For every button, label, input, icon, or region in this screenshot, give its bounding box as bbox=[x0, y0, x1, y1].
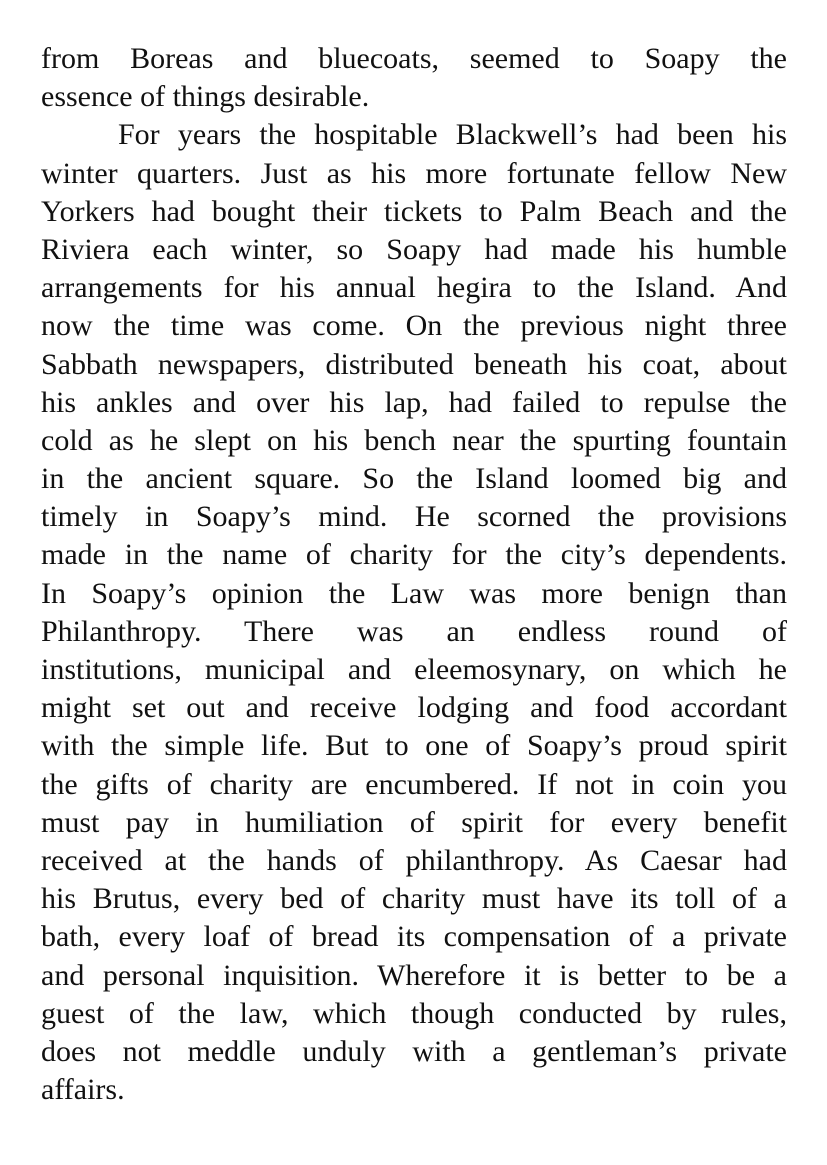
text-line: bath, every loaf of bread its compensation of a private bbox=[41, 920, 787, 954]
text-line: institutions, municipal and eleemosynary, on which he bbox=[41, 653, 787, 686]
text-line: must pay in humiliation of spirit for every benefit bbox=[41, 805, 787, 839]
text-line: and personal inquisition. Wherefore it is better to be a bbox=[41, 958, 787, 992]
text-line: does not meddle unduly with a gentleman’s private bbox=[41, 1034, 787, 1068]
text-line: guest of the law, which though conducted by rules, bbox=[41, 996, 787, 1030]
text-line: winter quarters. Just as his more fortunate fellow New bbox=[41, 156, 787, 190]
document-page bbox=[41, 40, 787, 1109]
text-line: made in the name of charity for the city’s dependents. bbox=[41, 538, 787, 572]
text-line: Yorkers had bought their tickets to Palm Beach and the bbox=[41, 194, 787, 228]
text-line: arrangements for his annual hegira to the Island. And bbox=[41, 271, 787, 305]
text-line: in the ancient square. So the Island loomed big and bbox=[41, 462, 787, 496]
text-line: cold as he slept on his bench near the spurting fountain bbox=[41, 423, 787, 457]
text-line: the gifts of charity are encumbered. If not in coin you bbox=[41, 767, 787, 801]
text-line: his ankles and over his lap, had failed to repulse the bbox=[41, 385, 787, 419]
text-line: In Soapy’s opinion the Law was more benign than bbox=[41, 576, 787, 610]
text-line: Riviera each winter, so Soapy had made his humble bbox=[41, 232, 787, 266]
text-line: received at the hands of philanthropy. As Caesar had bbox=[41, 843, 787, 877]
text-line: his Brutus, every bed of charity must have its toll of a bbox=[41, 882, 787, 916]
paragraph-1 bbox=[41, 40, 787, 116]
text-line: now the time was come. On the previous night three bbox=[41, 309, 787, 343]
text-line: timely in Soapy’s mind. He scorned the provisions bbox=[41, 500, 787, 534]
text-line: Sabbath newspapers, distributed beneath his coat, about bbox=[41, 347, 787, 381]
text-line: essence of things desirable. bbox=[41, 80, 370, 114]
text-line: might set out and receive lodging and food accordant bbox=[41, 691, 787, 725]
paragraph-2 bbox=[41, 116, 787, 1109]
text-line: with the simple life. But to one of Soapy’s proud spirit bbox=[41, 729, 787, 763]
text-line: For years the hospitable Blackwell’s had been his bbox=[118, 118, 787, 152]
text-line: from Boreas and bluecoats, seemed to Soapy the bbox=[41, 42, 787, 75]
text-line: affairs. bbox=[41, 1073, 125, 1107]
text-line: Philanthropy. There was an endless round of bbox=[41, 614, 787, 648]
